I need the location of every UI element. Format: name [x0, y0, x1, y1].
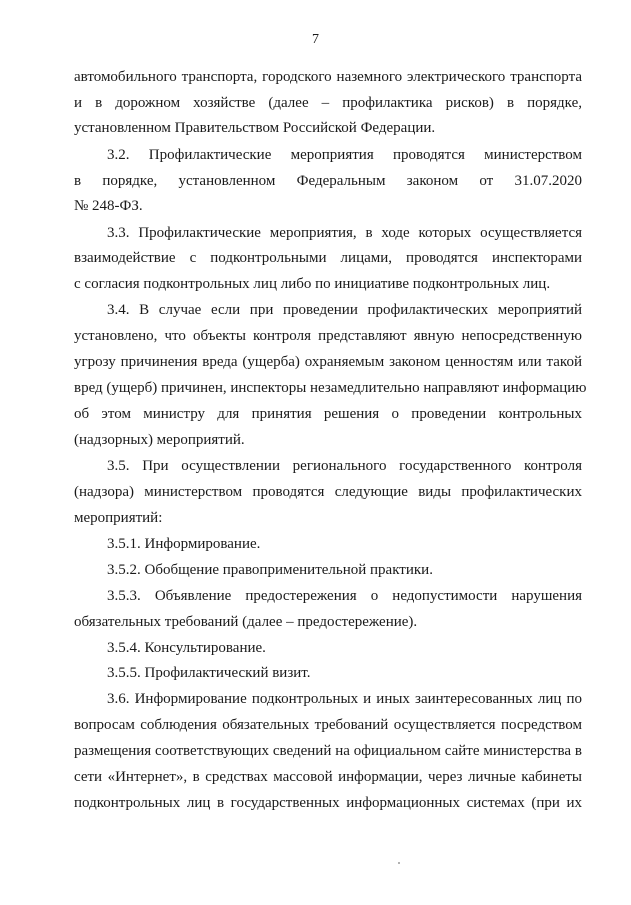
text-line: вред (ущерб) причинен, инспекторы незамедлительно направляют информацию: [74, 380, 587, 396]
text-line: 3.5.4. Консультирование.: [107, 640, 266, 656]
text-line: вопросам соблюдения обязательных требований осуществляется посредством: [74, 717, 582, 733]
text-line: автомобильного транспорта, городского наземного электрического транспорта: [74, 69, 582, 85]
text-line: подконтрольных лиц в государственных информационных системах (при их: [74, 795, 582, 811]
scan-speck: [398, 862, 400, 864]
page-number: 7: [312, 32, 319, 47]
text-line: в порядке, установленном Федеральным законом от 31.07.2020: [74, 173, 582, 189]
text-line: 3.6. Информирование подконтрольных и иных заинтересованных лиц по: [107, 691, 582, 707]
text-line: № 248-ФЗ.: [74, 198, 143, 214]
text-line: угрозу причинения вреда (ущерба) охраняемым законом ценностям или такой: [74, 354, 582, 370]
text-line: 3.3. Профилактические мероприятия, в ходе которых осуществляется: [107, 225, 582, 241]
text-line: мероприятий:: [74, 510, 163, 526]
text-line: сети «Интернет», в средствах массовой информации, через личные кабинеты: [74, 769, 582, 785]
text-line: 3.5.3. Объявление предостережения о недопустимости нарушения: [107, 588, 582, 604]
text-line: 3.5.2. Обобщение правоприменительной практики.: [107, 562, 433, 578]
text-line: с согласия подконтрольных лиц либо по инициативе подконтрольных лиц.: [74, 276, 551, 292]
text-line: и в дорожном хозяйстве (далее – профилактика рисков) в порядке,: [74, 95, 582, 111]
text-line: 3.5.1. Информирование.: [107, 536, 261, 552]
text-line: установлено, что объекты контроля представляют явную непосредственную: [74, 328, 582, 344]
text-line: (надзорных) мероприятий.: [74, 432, 245, 448]
text-line: 3.2. Профилактические мероприятия проводятся министерством: [107, 147, 582, 163]
text-line: установленном Правительством Российской Федерации.: [74, 120, 436, 136]
text-line: обязательных требований (далее – предостережение).: [74, 614, 418, 630]
text-line: 3.5. При осуществлении регионального государственного контроля: [107, 458, 582, 474]
text-line: взаимодействие с подконтрольными лицами, проводятся инспекторами: [74, 250, 582, 266]
text-line: размещения соответствующих сведений на официальном сайте министерства в: [74, 743, 582, 759]
text-line: 3.5.5. Профилактический визит.: [107, 665, 311, 681]
text-line: об этом министру для принятия решения о проведении контрольных: [74, 406, 582, 422]
text-line: 3.4. В случае если при проведении профилактических мероприятий: [107, 302, 582, 318]
text-line: (надзора) министерством проводятся следующие виды профилактических: [74, 484, 582, 500]
